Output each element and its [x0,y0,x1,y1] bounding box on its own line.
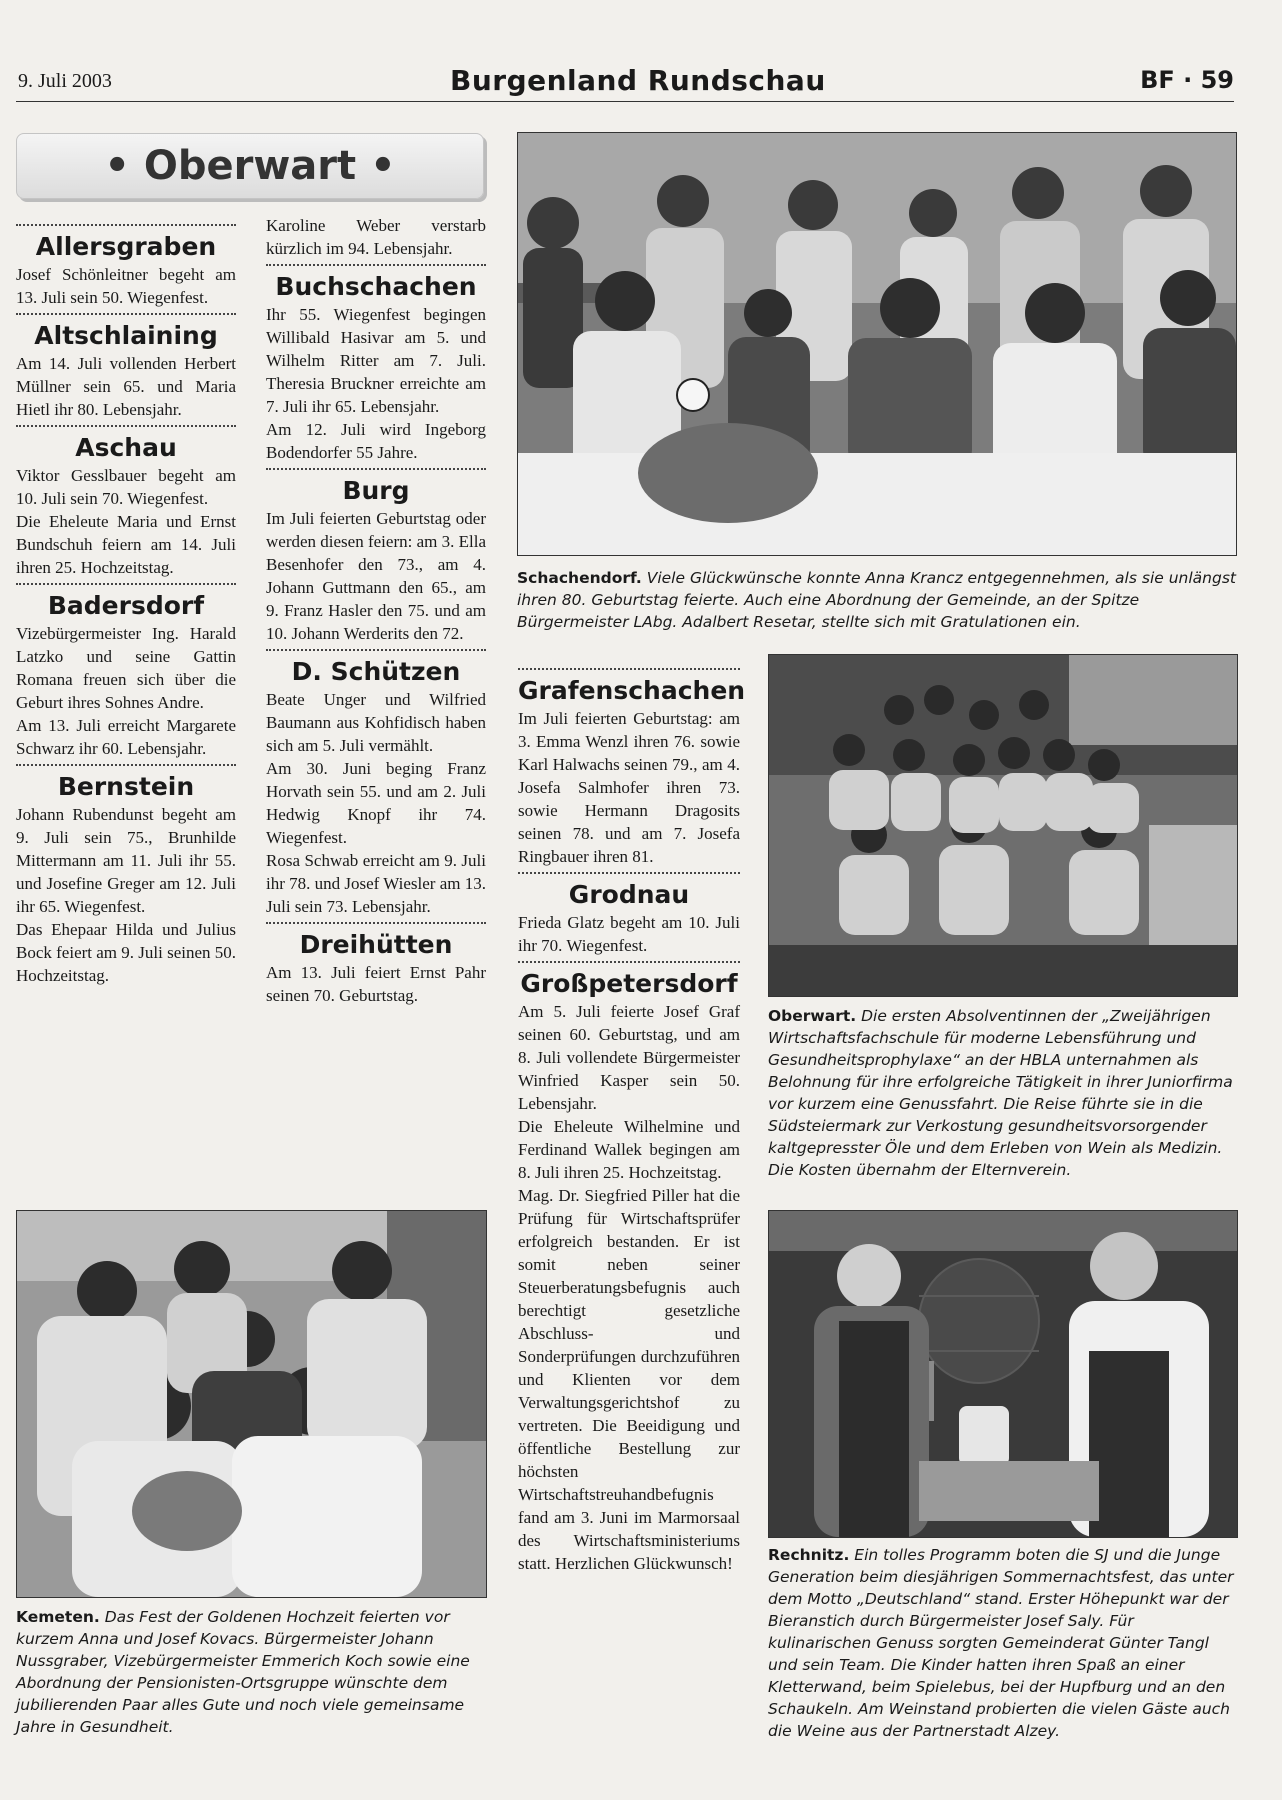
paragraph: Am 5. Juli feierte Josef Graf seinen 60. Geburtstag, und am 8. Juli vollendete Bürgermeister Winfried Kasper sein 50. Lebensjahr. [518,1002,740,1113]
column-1 [16,220,236,987]
section-heading: Badersdorf [47,591,205,620]
caption-text: Viele Glückwünsche konnte Anna Krancz entgegennehmen, als sie unlängst ihren 80. Geburtstag feierte. Auch eine Abordnung der Gemeinde, an der Spitze Bürgermeister LAbg. Adalbert Resetar, stellte sich mit Gratulationen ein. [517,569,1236,631]
paragraph: Im Juli feierten Geburtstag oder werden diesen feiern: am 3. Ella Besenhofer den 73., am 4. Johann Guttmann den 65., am 9. Franz Hasler den 75. und am 10. Johann Werderits den 72. [266,509,486,643]
caption-rechnitz [768,1544,1238,1742]
section-aschau [16,425,236,579]
header-rule [16,101,1234,102]
caption-place: Schachendorf. [517,569,642,587]
caption-place: Rechnitz. [768,1546,850,1564]
paragraph: Vizebürgermeister Ing. Harald Latzko und seine Gattin Romana freuen sich über die Geburt ihres Sohnes Andre. [16,624,236,712]
paragraph: Ihr 55. Wiegenfest begingen Willibald Hasivar am 5. und Wilhelm Ritter am 7. Juli. Theresia Bruckner erreichte am 7. Juli ihr 65. Lebensjahr. [266,305,486,416]
paragraph: Am 30. Juni beging Franz Horvath sein 55. und am 2. Juli Hedwig Knopf ihr 74. Wiegenfest. [266,759,486,847]
paragraph: Am 14. Juli vollenden Herbert Müllner sein 65. und Maria Hietl ihr 80. Lebensjahr. [16,354,236,419]
paragraph: Im Juli feierten Geburtstag: am 3. Emma Wenzl ihren 76. sowie Karl Halwachs seinen 79., am 4. Josefa Salmhofer ihren 73. sowie Hermann Dragosits seinen 78. und am 7. Josefa Ringbauer ihren 81. [518,709,740,866]
photo-schachendorf-image [518,133,1236,555]
section-buchschachen [266,264,486,464]
caption-place: Oberwart. [768,1007,857,1025]
section-grodnau [518,872,740,957]
section-badersdorf [16,583,236,760]
photo-oberwart [768,654,1238,997]
photo-schachendorf [517,132,1237,556]
photo-oberwart-image [769,655,1237,996]
caption-schachendorf [517,567,1237,633]
section-heading: Dreihütten [299,930,453,959]
caption-text: Das Fest der Goldenen Hochzeit feierten vor kurzem Anna und Josef Kovacs. Bürgermeister Johann Nussgraber, Vizebürgermeister Emmerich Koch sowie eine Abordnung der Pensionisten-Ortsgruppe wünschte dem jubilierenden Paar alles Gute und noch viele gemeinsame Jahre in Gesundheit. [16,1608,470,1736]
section-grosspetersdorf [518,961,740,1575]
photo-kemeten-image [17,1211,486,1597]
newspaper-title: Burgenland Rundschau [450,64,826,97]
section-dreihuetten [266,922,486,1007]
column-2 [266,214,486,1007]
section-burg [266,468,486,645]
caption-place: Kemeten. [16,1608,100,1626]
paragraph: Karoline Weber verstarb kürzlich im 94. Lebensjahr. [266,216,486,258]
section-heading: Bernstein [57,772,195,801]
photo-rechnitz [768,1210,1238,1538]
caption-kemeten [16,1606,488,1738]
photo-kemeten [16,1210,487,1598]
paragraph: Frieda Glatz begeht am 10. Juli ihr 70. Wiegenfest. [518,913,740,955]
section-heading: Grafenschachen [518,676,746,705]
section-allersgraben [16,224,236,309]
paragraph: Die Eheleute Maria und Ernst Bundschuh feiern am 14. Juli ihren 25. Hochzeitstag. [16,512,236,577]
caption-oberwart [768,1005,1238,1181]
paragraph: Am 12. Juli wird Ingeborg Bodendorfer 55 Jahre. [266,420,486,462]
column-3 [518,664,746,1575]
section-altschlaining [16,313,236,421]
section-heading: Burg [342,476,410,505]
paragraph: Die Eheleute Wilhelmine und Ferdinand Wallek begingen am 8. Juli ihren 25. Hochzeitstag. [518,1117,740,1182]
region-banner: • Oberwart • [16,133,484,199]
caption-text: Die ersten Absolventinnen der „Zweijährigen Wirtschaftsfachschule für moderne Lebensführung und Gesundheitsprophylaxe“ an der HBLA unternahmen als Belohnung für ihre erfolgreiche Tätigkeit in ihrer Juniorfirma vor kurzem eine Genussfahrt. Die Reise führte sie in die Südsteiermark zur Verkostung gesundheitsvorsorgender kaltgepresster Öle und dem Erleben von Wein als Medizin. Die Kosten übernahm der Elternverein. [768,1007,1233,1179]
section-heading: Großpetersdorf [520,969,738,998]
paragraph: Beate Unger und Wilfried Baumann aus Kohfidisch haben sich am 5. Juli vermählt. [266,690,486,755]
section-heading: Altschlaining [34,321,218,350]
section-bernstein [16,764,236,987]
paragraph: Am 13. Juli erreicht Margarete Schwarz ihr 60. Lebensjahr. [16,716,236,758]
paragraph: Mag. Dr. Siegfried Piller hat die Prüfung für Wirtschaftsprüfer erfolgreich bestanden. Er ist somit neben seiner Steuerberatungsbefugnis auch berechtigt gesetzliche Abschluss- und Sonderprüfungen durchzuführen und Klienten vor dem Verwaltungsgerichtshof zu vertreten. Die Beeidigung und öffentliche Bestellung zur höchsten Wirtschaftstreuhandbefugnis fand am 3. Juni im Marmorsaal des Wirtschaftsministeriums statt. Herzlichen Glückwunsch! [518,1186,740,1573]
paragraph: Rosa Schwab erreicht am 9. Juli ihr 78. und Josef Wiesler am 13. Juli sein 73. Lebensjahr. [266,851,486,916]
paragraph: Johann Rubendunst begeht am 9. Juli sein 75., Brunhilde Mittermann am 11. Juli ihr 55. und Josefine Greger am 12. Juli ihr 65. Wiegenfest. [16,805,236,916]
issue-date: 9. Juli 2003 [18,70,112,92]
section-heading: Allersgraben [35,232,217,261]
paragraph: Das Ehepaar Hilda und Julius Bock feiert am 9. Juli seinen 50. Hochzeitstag. [16,920,237,985]
paragraph: Josef Schönleitner begeht am 13. Juli sein 50. Wiegenfest. [16,265,236,307]
caption-text: Ein tolles Programm boten die SJ und die Junge Generation beim diesjährigen Sommernachtsfest, das unter dem Motto „Deutschland“ stand. Erster Höhepunkt war der Bieranstich durch Bürgermeister Josef Saly. Für kulinarischen Genuss sorgten Gemeinderat Günter Tangl und sein Team. Die Kinder hatten ihren Spaß an einer Kletterwand, beim Spielebus, bei der Hupfburg und an den Schaukeln. Am Weinstand probierten die vielen Gäste auch die Weine aus der Partnerstadt Alzey. [768,1546,1234,1740]
photo-rechnitz-image [769,1211,1237,1537]
section-d-schuetzen [266,649,486,918]
section-heading: Aschau [75,433,177,462]
section-grafenschachen [518,668,746,868]
section-heading: Grodnau [568,880,690,909]
section-heading: Buchschachen [275,272,477,301]
section-heading: D. Schützen [291,657,461,686]
paragraph: Viktor Gesslbauer begeht am 10. Juli sein 70. Wiegenfest. [16,466,236,508]
page-number: BF · 59 [1140,66,1234,94]
paragraph: Am 13. Juli feiert Ernst Pahr seinen 70. Geburtstag. [266,963,486,1005]
